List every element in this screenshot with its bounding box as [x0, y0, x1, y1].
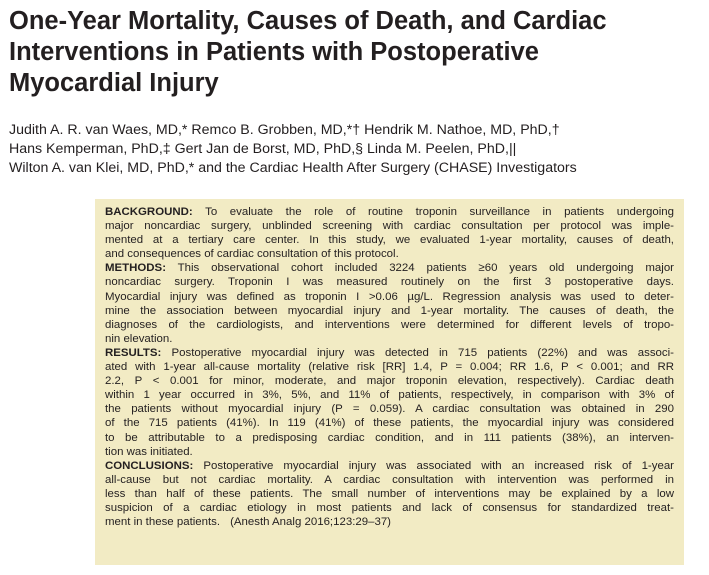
author-list [9, 121, 704, 178]
abstract-line: suspicion of a cardiac etiology in most patients and lack of consensus for standardized treat- [105, 501, 674, 514]
abstract-line: less than half of these patients. The small number of interventions may be explained by a low [105, 487, 674, 500]
abstract-line: all-cause but not cardiac mortality. A cardiac consultation with intervention was performed in [105, 473, 674, 486]
abstract-line: ated with 1-year all-cause mortality (relative risk [RR] 1.4, P = 0.004; RR 1.6, P < 0.001; and RR [105, 361, 674, 374]
abstract-line: noncardiac surgery. Troponin I was measured routinely on the first 3 postoperative days. [105, 276, 674, 289]
abstract-line: mine the association between myocardial injury and 1-year mortality. The causes of death, the [105, 304, 674, 317]
abstract-line: tion was initiated. [105, 445, 193, 458]
abstract-line: diagnoses of the cardiologists, and interventions were determined for different levels of tropo- [105, 318, 674, 331]
abstract-line: BACKGROUND: To evaluate the role of routine troponin surveillance in patients undergoing [105, 206, 674, 218]
abstract-box [95, 199, 684, 565]
abstract-methods-section [105, 261, 674, 346]
abstract-line: METHODS: This observational cohort included 3224 patients ≥60 years old undergoing major [105, 262, 674, 275]
author-line: Hans Kemperman, PhD,‡ Gert Jan de Borst, MD, PhD,§ Linda M. Peelen, PhD,|| [9, 141, 517, 157]
abstract-line: mented at a tertiary care center. In this study, we evaluated 1-year mortality, causes of death, [105, 234, 674, 247]
abstract-line: the patients without myocardial injury (P = 0.059). A cardiac consultation was obtained in 290 [105, 403, 674, 416]
abstract-line: CONCLUSIONS: Postoperative myocardial injury was associated with an increased risk of 1-year [105, 459, 674, 472]
background-heading: BACKGROUND: [105, 206, 193, 218]
abstract-results-section [105, 346, 674, 459]
abstract-line: RESULTS: Postoperative myocardial injury was detected in 715 patients (22%) and was associ- [105, 346, 674, 359]
results-heading: RESULTS: [105, 346, 162, 359]
article-title [9, 6, 704, 99]
abstract-line: Myocardial injury was defined as troponin I >0.06 µg/L. Regression analysis was used to deter- [105, 290, 674, 303]
abstract-line: and consequences of cardiac consultation of this protocol. [105, 248, 399, 261]
abstract-line: major noncardiac surgery, unblinded screening with cardiac consultation per protocol was imple- [105, 220, 674, 233]
abstract-conclusions-section [105, 459, 674, 529]
abstract-line: ment in these patients. (Anesth Analg 2016;123:29–37) [105, 516, 391, 529]
title-line: Myocardial Injury [9, 69, 219, 97]
conclusions-heading: CONCLUSIONS: [105, 459, 194, 472]
title-line: Interventions in Patients with Postoperative [9, 38, 539, 66]
abstract-background-section [105, 205, 674, 261]
abstract-line: nin elevation. [105, 332, 173, 345]
title-line: One-Year Mortality, Causes of Death, and Cardiac [9, 7, 607, 35]
methods-heading: METHODS: [105, 262, 166, 275]
abstract-line: of the 715 patients (41%). In 119 (41%) of these patients, the myocardial injury was considered [105, 417, 674, 430]
abstract-line: to be attributable to a predisposing cardiac condition, and in 111 patients (38%), an interven- [105, 431, 674, 444]
author-line: Wilton A. van Klei, MD, PhD,* and the Cardiac Health After Surgery (CHASE) Investigators [9, 160, 577, 176]
journal-citation: (Anesth Analg 2016;123:29–37) [230, 516, 391, 529]
author-line: Judith A. R. van Waes, MD,* Remco B. Grobben, MD,*† Hendrik M. Nathoe, MD, PhD,† [9, 122, 560, 138]
abstract-line: 2.2, P < 0.001 for minor, moderate, and major troponin elevation, respectively). Cardiac death [105, 375, 674, 388]
abstract-line: within 1 year occurred in 3%, 5%, and 11% of patients, respectively, in comparison with 3% of [105, 389, 674, 402]
